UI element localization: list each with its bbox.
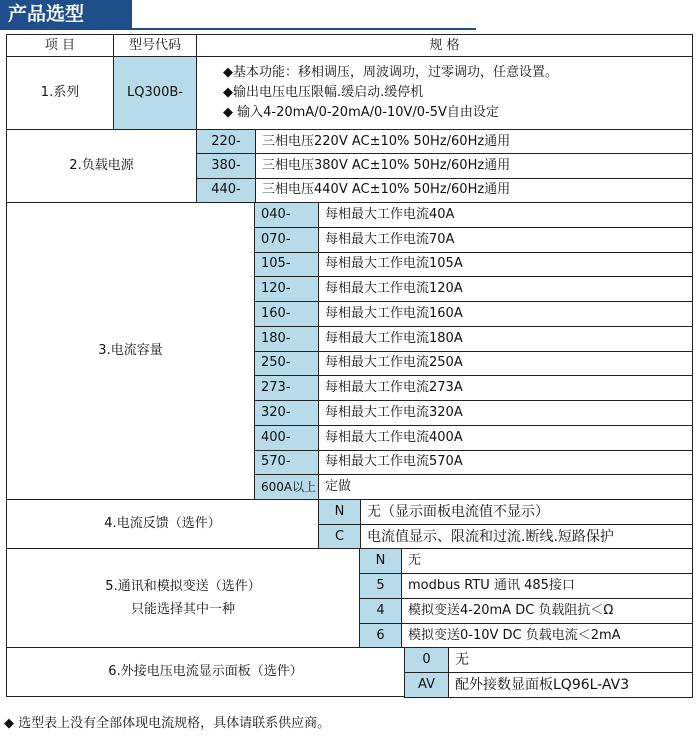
current-desc: 每相最大工作电流180A: [318, 326, 693, 352]
current-label: 3.电流容量: [6, 202, 255, 500]
current-desc: 每相最大工作电流400A: [318, 425, 693, 451]
comm-label-line2: 只能选择其中一种: [130, 601, 235, 617]
current-code: 273-: [254, 375, 319, 401]
page-title: 产品选型: [8, 3, 85, 25]
series-feature: ◆输出电压电压限幅.缓启动.缓停机: [223, 85, 424, 100]
current-desc: 每相最大工作电流105A: [318, 252, 693, 278]
load-desc: 三相电压440V AC±10% 50Hz/60Hz通用: [255, 178, 693, 203]
feedback-label: 4.电流反馈（选件）: [6, 499, 319, 549]
series-feature: ◆基本功能：移相调压，周波调功，过零调功，任意设置。: [223, 65, 558, 80]
current-code: 400-: [254, 425, 319, 451]
comm-desc: 模拟变送4-20mA DC 负载阻抗＜Ω: [401, 598, 693, 624]
load-label: 2.负载电源: [6, 129, 197, 203]
comm-code: 6: [359, 623, 402, 649]
load-code: 380-: [196, 153, 256, 178]
current-desc: 每相最大工作电流40A: [318, 202, 693, 228]
load-desc: 三相电压380V AC±10% 50Hz/60Hz通用: [255, 153, 693, 178]
comm-desc: 无: [401, 548, 693, 574]
current-code: 105-: [254, 252, 319, 278]
current-code: 600A以上: [254, 474, 319, 500]
current-code: 180-: [254, 326, 319, 352]
feedback-desc: 电流值显示、限流和过流.断线.短路保护: [360, 524, 693, 550]
load-code: 440-: [196, 178, 256, 203]
title-underline: [0, 28, 476, 30]
load-desc: 三相电压220V AC±10% 50Hz/60Hz通用: [255, 129, 693, 154]
current-desc: 每相最大工作电流570A: [318, 450, 693, 476]
series-feature: ◆ 输入4-20mA/0-20mA/0-10V/0-5V自由设定: [223, 105, 499, 120]
current-desc: 每相最大工作电流250A: [318, 351, 693, 377]
current-code: 570-: [254, 450, 319, 476]
current-code: 160-: [254, 301, 319, 327]
current-desc: 每相最大工作电流70A: [318, 227, 693, 253]
current-desc: 每相最大工作电流120A: [318, 276, 693, 302]
current-desc: 定做: [318, 474, 693, 500]
series-code: LQ300B-: [113, 56, 197, 130]
current-desc: 每相最大工作电流320A: [318, 400, 693, 426]
panel-desc: 配外接数显面板LQ96L-AV3: [448, 672, 693, 698]
comm-desc: modbus RTU 通讯 485接口: [401, 573, 693, 599]
current-code: 320-: [254, 400, 319, 426]
header-spec: 规 格: [196, 34, 693, 57]
header-model: 型号代码: [113, 34, 197, 57]
header-item: 项 目: [6, 34, 114, 57]
current-code: 120-: [254, 276, 319, 302]
feedback-code: C: [318, 524, 361, 550]
panel-code: 0: [404, 647, 449, 673]
current-code: 250-: [254, 351, 319, 377]
series-features: [196, 56, 693, 130]
series-label: 1.系列: [6, 56, 114, 130]
comm-desc: 模拟变送0-10V DC 负载电流＜2mA: [401, 623, 693, 649]
load-code: 220-: [196, 129, 256, 154]
panel-code: AV: [404, 672, 449, 698]
panel-label: 6.外接电压电流显示面板（选件）: [6, 647, 405, 697]
feedback-desc: 无（显示面板电流值不显示）: [360, 499, 693, 525]
comm-label-line1: 5.通讯和模拟变送（选件）: [105, 578, 261, 594]
current-code: 070-: [254, 227, 319, 253]
comm-label: [6, 548, 360, 648]
current-code: 040-: [254, 202, 319, 228]
comm-code: 4: [359, 598, 402, 624]
panel-desc: 无: [448, 647, 693, 673]
current-desc: 每相最大工作电流273A: [318, 375, 693, 401]
current-desc: 每相最大工作电流160A: [318, 301, 693, 327]
footnote: ◆ 选型表上没有全部体现电流规格，具体请联系供应商。: [4, 716, 331, 731]
comm-code: 5: [359, 573, 402, 599]
feedback-code: N: [318, 499, 361, 525]
comm-code: N: [359, 548, 402, 574]
